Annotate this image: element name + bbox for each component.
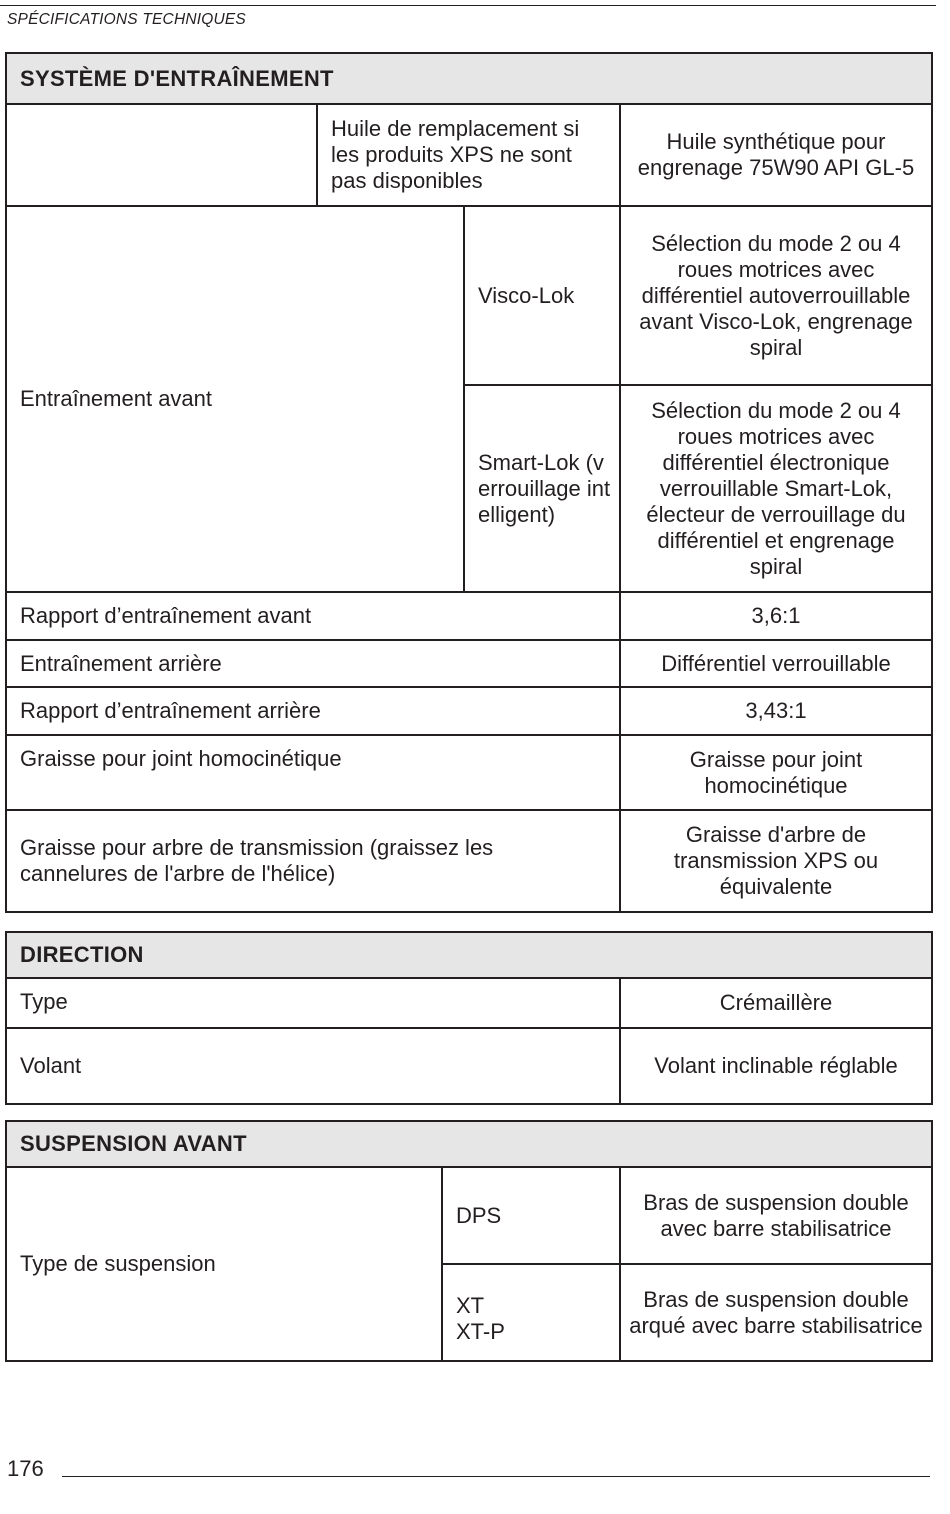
front-drive-label: Entraînement avant [6,206,464,592]
page-number: 176 [7,1456,44,1481]
rear-drive-label: Entraînement arrière [6,640,620,687]
dps-value: Bras de suspension double avec barre stabilisatrice [620,1167,932,1264]
shaft-grease-value: Graisse d'arbre de transmission XPS ou équivalente [620,810,932,912]
empty-cell [6,104,317,206]
xt-value: Bras de suspension double arqué avec barre stabilisatrice [620,1264,932,1361]
steering-wheel-value: Volant inclinable réglable [620,1028,932,1104]
smart-lok-value: Sélection du mode 2 ou 4 roues motrices avec différentiel électronique verrouillable Smart-Lok, électeur de verrouillage du différentiel et engrenage spiral [620,385,932,592]
replacement-oil-value: Huile synthétique pour engrenage 75W90 API GL-5 [620,104,932,206]
front-suspension-heading: SUSPENSION AVANT [6,1121,932,1167]
cv-grease-value: Graisse pour joint homocinétique [620,735,932,810]
visco-lok-label: Visco-Lok [464,206,620,385]
steering-heading: DIRECTION [6,932,932,978]
front-suspension-table [5,1120,933,1362]
rear-ratio-label: Rapport d’entraînement arrière [6,687,620,735]
xt-label-line: XT [456,1292,485,1318]
cv-grease-label: Graisse pour joint homocinétique [6,735,620,810]
drive-system-table [5,52,933,913]
rear-drive-value: Différentiel verrouillable [620,640,932,687]
header-rule [0,5,936,6]
rear-ratio-value: 3,43:1 [620,687,932,735]
steering-wheel-label: Volant [6,1028,620,1104]
shaft-grease-label: Graisse pour arbre de transmission (graissez les cannelures de l'arbre de l'hélice) [6,810,620,912]
suspension-type-label: Type de suspension [6,1167,442,1361]
running-header: SPÉCIFICATIONS TECHNIQUES [7,11,246,28]
xt-p-label-line: XT-P [456,1318,505,1344]
footer-rule [62,1476,930,1477]
visco-lok-value: Sélection du mode 2 ou 4 roues motrices avec différentiel autoverrouillable avant Visco-Lok, engrenage spiral [620,206,932,385]
front-ratio-value: 3,6:1 [620,592,932,640]
steering-table [5,931,933,1105]
replacement-oil-label: Huile de remplacement si les produits XPS ne sont pas disponibles [317,104,620,206]
smart-lok-label: Smart-Lok (verrouillage intelligent) [464,385,620,592]
drive-system-heading: SYSTÈME D'ENTRAÎNEMENT [6,53,932,104]
front-ratio-label: Rapport d’entraînement avant [6,592,620,640]
steering-type-label: Type [6,978,620,1028]
dps-label: DPS [442,1167,620,1264]
xt-label [442,1264,620,1361]
steering-type-value: Crémaillère [620,978,932,1028]
